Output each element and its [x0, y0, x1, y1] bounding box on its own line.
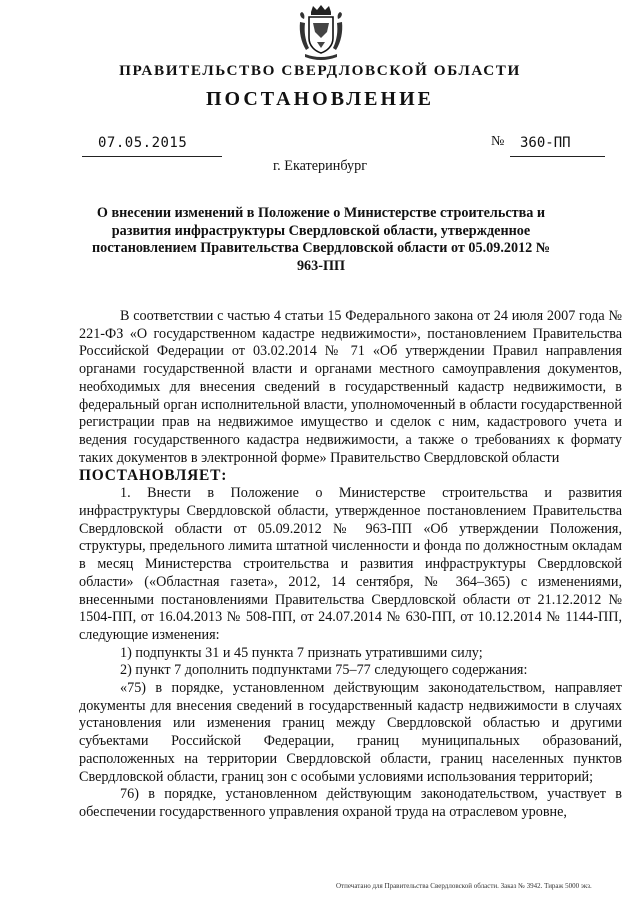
subitem-75-paragraph: «75) в порядке, установленном действующим законодательством, направляет документы для внесения сведений в государственный кадастр недвижимости в случаях установления или изменения границ между Свердловской областью и другими субъектами Российской Федерации, границ муниципальных образований, расположенных на территории Свердловской области, границ населенных пунктов Свердловской области, границ зон с особыми условиями использования территорий;: [79, 680, 622, 785]
subitem-76-paragraph: 76) в порядке, установленном действующим законодательством, участвует в обеспечении государственного управления охраной труда на отраслевом уровне,: [79, 786, 622, 820]
item-1-paragraph: 1. Внести в Положение о Министерстве строительства и развития инфраструктуры Свердловской области, утвержденное постановлением Правительства Свердловской области от 05.09.2012 № 963-ПП «Об утверждении Положения, структуры, предельного лимита штатной численности и фонда по должностным окладам в месяц Министерства строительства и развития инфраструктуры Свердловской области» («Областная газета», 2012, 14 сентября, № 364–365) с изменениями, внесенными постановлениями Правительства Свердловской области от 21.12.2012 № 1504-ПП, от 16.04.2013 № 508-ПП, от 24.07.2014 № 630-ПП, от 10.12.2014 № 1144-ПП, следующие изменения:: [79, 485, 622, 643]
city: г. Екатеринбург: [272, 158, 368, 174]
preamble-paragraph: В соответствии с частью 4 статьи 15 Федерального закона от 24 июля 2007 года № 221-ФЗ «О государственном кадастре недвижимости», постановлением Правительства Российской Федерации от 03.02.2014 № 71 «Об утверждении Правил направления органами государственной власти и органами местного самоуправления документов, необходимых для внесения сведений в государственный кадастр недвижимости, в федеральный орган исполнительной власти, уполномоченный в области государственной регистрации прав на недвижимое имущество и сделок с ним, кадастрового учета и ведения государственного кадастра недвижимости, а также о требованиях к формату таких документов в электронной форме» Правительство Свердловской области: [79, 308, 622, 466]
document-body: [79, 308, 622, 822]
decides-heading: ПОСТАНОВЛЯЕТ:: [79, 467, 228, 485]
print-note: Отпечатано для Правительства Свердловской области. Заказ № 3942. Тираж 5000 экз.: [336, 882, 592, 890]
document-date: 07.05.2015: [98, 135, 188, 151]
subitem-2-paragraph: 2) пункт 7 дополнить подпунктами 75–77 следующего содержания:: [120, 662, 528, 679]
number-field: [510, 134, 605, 157]
document-number: 360-ПП: [520, 135, 571, 151]
document-title: О внесении изменений в Положение о Министерстве строительства и развития инфраструктуры Свердловской области, утвержденное постановлением Правительства Свердловской области от 05.09.2012 № 963-ПП: [91, 205, 551, 274]
number-sign: №: [491, 134, 505, 149]
coat-of-arms-icon: [297, 4, 345, 62]
document-type: ПОСТАНОВЛЕНИЕ: [206, 88, 434, 110]
subitem-1-paragraph: 1) подпункты 31 и 45 пункта 7 признать утратившими силу;: [120, 644, 483, 661]
date-field: [82, 134, 222, 157]
government-name: ПРАВИТЕЛЬСТВО СВЕРДЛОВСКОЙ ОБЛАСТИ: [119, 62, 521, 79]
